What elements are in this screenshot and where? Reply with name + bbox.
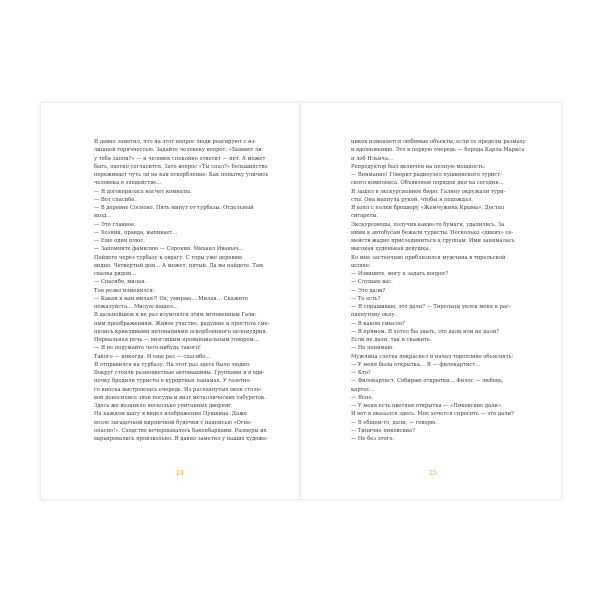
text-line: — В деревне Сосново. Пять минут от турбазы. Отдельный <box>94 205 254 211</box>
text-line: Нормальная речь — визгливым провинциальным говором… <box>94 337 259 343</box>
text-line: у тебя запои?» — и человек спокойно ответит — нет. А может <box>94 155 266 162</box>
text-line: — Запомните фамилию — Сорокин. Михаил Иваныч… <box>94 246 244 253</box>
text-line: вход… <box>94 213 112 220</box>
text-line: быть, охотно согласится. Зато вопрос «Ты спал?» большинство <box>94 163 268 170</box>
right-page-number: 25 <box>429 470 437 477</box>
text-line: нялись крикливыми интонациями оскорбленного целомудрия. <box>94 328 268 335</box>
text-line: сигареты. <box>351 213 379 220</box>
text-line: Репродуктор был включен на полную мощность: <box>351 163 486 170</box>
text-line: варьировались произвольно. Я давно заметил у наших художе- <box>94 436 269 442</box>
text-line: ночку бродили туристы в курортных панамах. У газетно- <box>94 378 252 385</box>
text-line: пожалуйста… Милую нашел… <box>94 304 179 310</box>
text-line: картос… <box>351 386 375 393</box>
text-line: В дальнейшем я не раз изумлялся этим мгновенным Гали- <box>94 312 257 319</box>
text-line: опасно!». Сходство исчерпывалось бакенбардами. Размеры их <box>94 427 267 434</box>
text-line: Вокруг стояли разноцветные автомашины. Группами и в оди- <box>94 370 265 376</box>
text-line: и вдохновению. Это в первую очередь — борода Карла Маркса <box>351 147 525 154</box>
text-line: — Филокартист. Собираю открытки… Филос — любовь, <box>351 378 504 385</box>
text-line: ними к автобусам бежали туристы. Несколько «диких» се- <box>351 229 514 236</box>
text-line: — Слушаю вас. <box>351 279 393 286</box>
text-line: — Я не подумайте чего-нибудь такого! <box>94 345 201 352</box>
right-page-text <box>344 138 532 443</box>
text-line: — Не без этого. <box>351 436 395 442</box>
text-line: Если не дали, так и скажите. <box>351 337 432 343</box>
text-line: — В каком смысле? <box>351 320 405 327</box>
text-line: го киоска выстроилась очередь. Из распахнутых окон столо- <box>94 386 262 393</box>
text-line: мейств жадно присоединиться к группам. Ими занималась <box>351 238 515 244</box>
text-line: возле загадочной кирпичной будочки с надписью «Огне- <box>94 419 252 426</box>
text-line: На каждом шагу я видел изображения Пушкина. Даже <box>94 411 247 418</box>
text-line: — Это дали? <box>351 287 386 294</box>
left-page-text <box>87 138 275 443</box>
text-line: — Хозяин, правда, выпивает… <box>94 229 178 236</box>
text-line: — Вот спасибо. <box>94 196 137 203</box>
text-line: видно. Четвертый дом… А может, пятый. Да вы найдете. Там <box>94 262 263 269</box>
text-line: Тон резко изменился: <box>94 287 155 294</box>
text-line: Здесь же возникло несколько упитанных дворняг. <box>94 403 233 409</box>
book-gutter <box>299 102 301 498</box>
text-line: Экскурсоводы, получив какие-то бумаги, удалились. За <box>351 221 505 228</box>
text-line: — Какая я вам милая?! Ох, умираю… Милая… Скажите <box>94 295 249 302</box>
text-line: переживает чуть ли не как оскорбление. Как попытку уличить <box>94 172 269 178</box>
text-line: пахнутому окну. <box>351 312 397 319</box>
text-line: Такого — никогда. И еще раз — спасибо… <box>94 353 211 360</box>
text-line: Я зашел в экскурсионное бюро. Галину окружали тури- <box>351 188 506 195</box>
text-line: Мужчина слегка покраснел и начал торопливо объяснять: <box>351 353 514 360</box>
text-line: — Спасибо, милая. <box>94 279 147 286</box>
text-line: — То есть? <box>351 295 381 302</box>
text-line: — У меня была открытка… Я — филокартист… <box>351 361 481 368</box>
text-line: вой доносились звон посуды и визг металлических табуреток. <box>94 394 266 401</box>
text-line: — Это главное. <box>94 221 136 228</box>
text-line: — Еще один плюс. <box>94 238 145 244</box>
text-line: — Я договорилась насчет комнаты. <box>94 188 192 195</box>
text-line: человека в злодействе… <box>94 180 162 187</box>
text-line: — Не понимаю. <box>351 345 394 352</box>
text-line: Ко мне застенчиво приблизился мужчина в тирольской <box>351 254 506 261</box>
text-line: Я давно заметил, что на этот вопрос люди реагируют с из- <box>94 139 257 145</box>
text-line: шляпе: <box>351 262 371 269</box>
text-line: — В общем-то, дали, — говорю. <box>351 419 438 426</box>
text-line: Я взял с полки брошюру «Жемчужина Крыма». Достал <box>351 205 505 211</box>
text-line: высокая худенькая девушка. <box>351 246 431 253</box>
left-page-number: 24 <box>176 470 184 477</box>
text-line: и лоб Ильича… <box>351 155 394 162</box>
text-line: — Ясно. <box>351 394 374 401</box>
text-line: — У меня есть цветная открытка — «Пиковские дали». <box>351 403 503 409</box>
text-line: ского комплекса. Объявляем порядок дня на сегодня… <box>351 180 504 187</box>
text-line: ным преображениям. Живое участие, радушие и простота сме- <box>94 320 270 327</box>
text-line: — Типично пиковские? <box>351 427 415 434</box>
text-line: И вот я оказался здесь. Мне хочется спросить — это дали? <box>351 411 514 418</box>
text-line: ников изменяется любимые объекты, если те пределы размаху <box>351 139 526 145</box>
text-line: лишней горячностью. Задайте человеку вопрос: «Бывают ли <box>94 147 262 154</box>
text-line: Пойдете через турбазу к оврагу. С горы уже деревню <box>94 254 243 261</box>
text-line: — В прямом. Я хотел бы знать, это дали или не дали? <box>351 328 499 335</box>
text-line: сты. Она махнула рукой, чтобы я подождал. <box>351 196 473 203</box>
text-line: свалка рядом… <box>94 271 137 277</box>
text-line: Я отправился на турбазу. На этот раз здесь было людно. <box>94 361 251 368</box>
text-line: — Внимание! Говорит радиоузел пушкинского турист- <box>351 172 502 178</box>
text-line: — Извините, могу я задать вопрос? <box>351 271 449 277</box>
text-line: — Кто? <box>351 370 371 376</box>
text-line: — Я спрашиваю, это дали? — Тирольцы увлек меня к рас- <box>351 304 511 310</box>
